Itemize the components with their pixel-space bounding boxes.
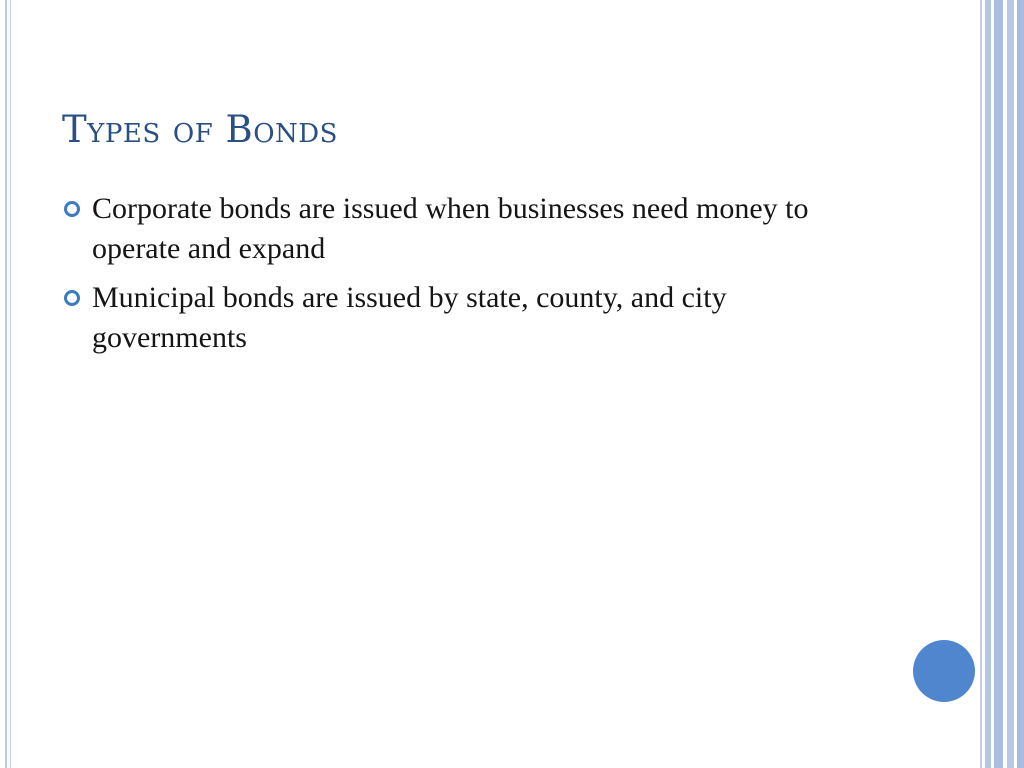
bullet-item: [62, 189, 882, 269]
bullet-item: [62, 278, 882, 358]
bullet-list: [62, 189, 882, 367]
bullet-text: Municipal bonds are issued by state, county, and city governments: [92, 281, 727, 354]
bullet-text: Corporate bonds are issued when businesses need money to operate and expand: [92, 192, 809, 265]
bullet-circle-icon: [64, 201, 80, 217]
left-border-line: [5, 0, 7, 768]
slide-title: Types of Bonds: [62, 108, 338, 151]
decorative-circle: [913, 640, 975, 702]
right-border-stripes: [976, 0, 1024, 768]
left-border-line-inner: [10, 0, 11, 768]
bullet-circle-icon: [64, 290, 80, 306]
